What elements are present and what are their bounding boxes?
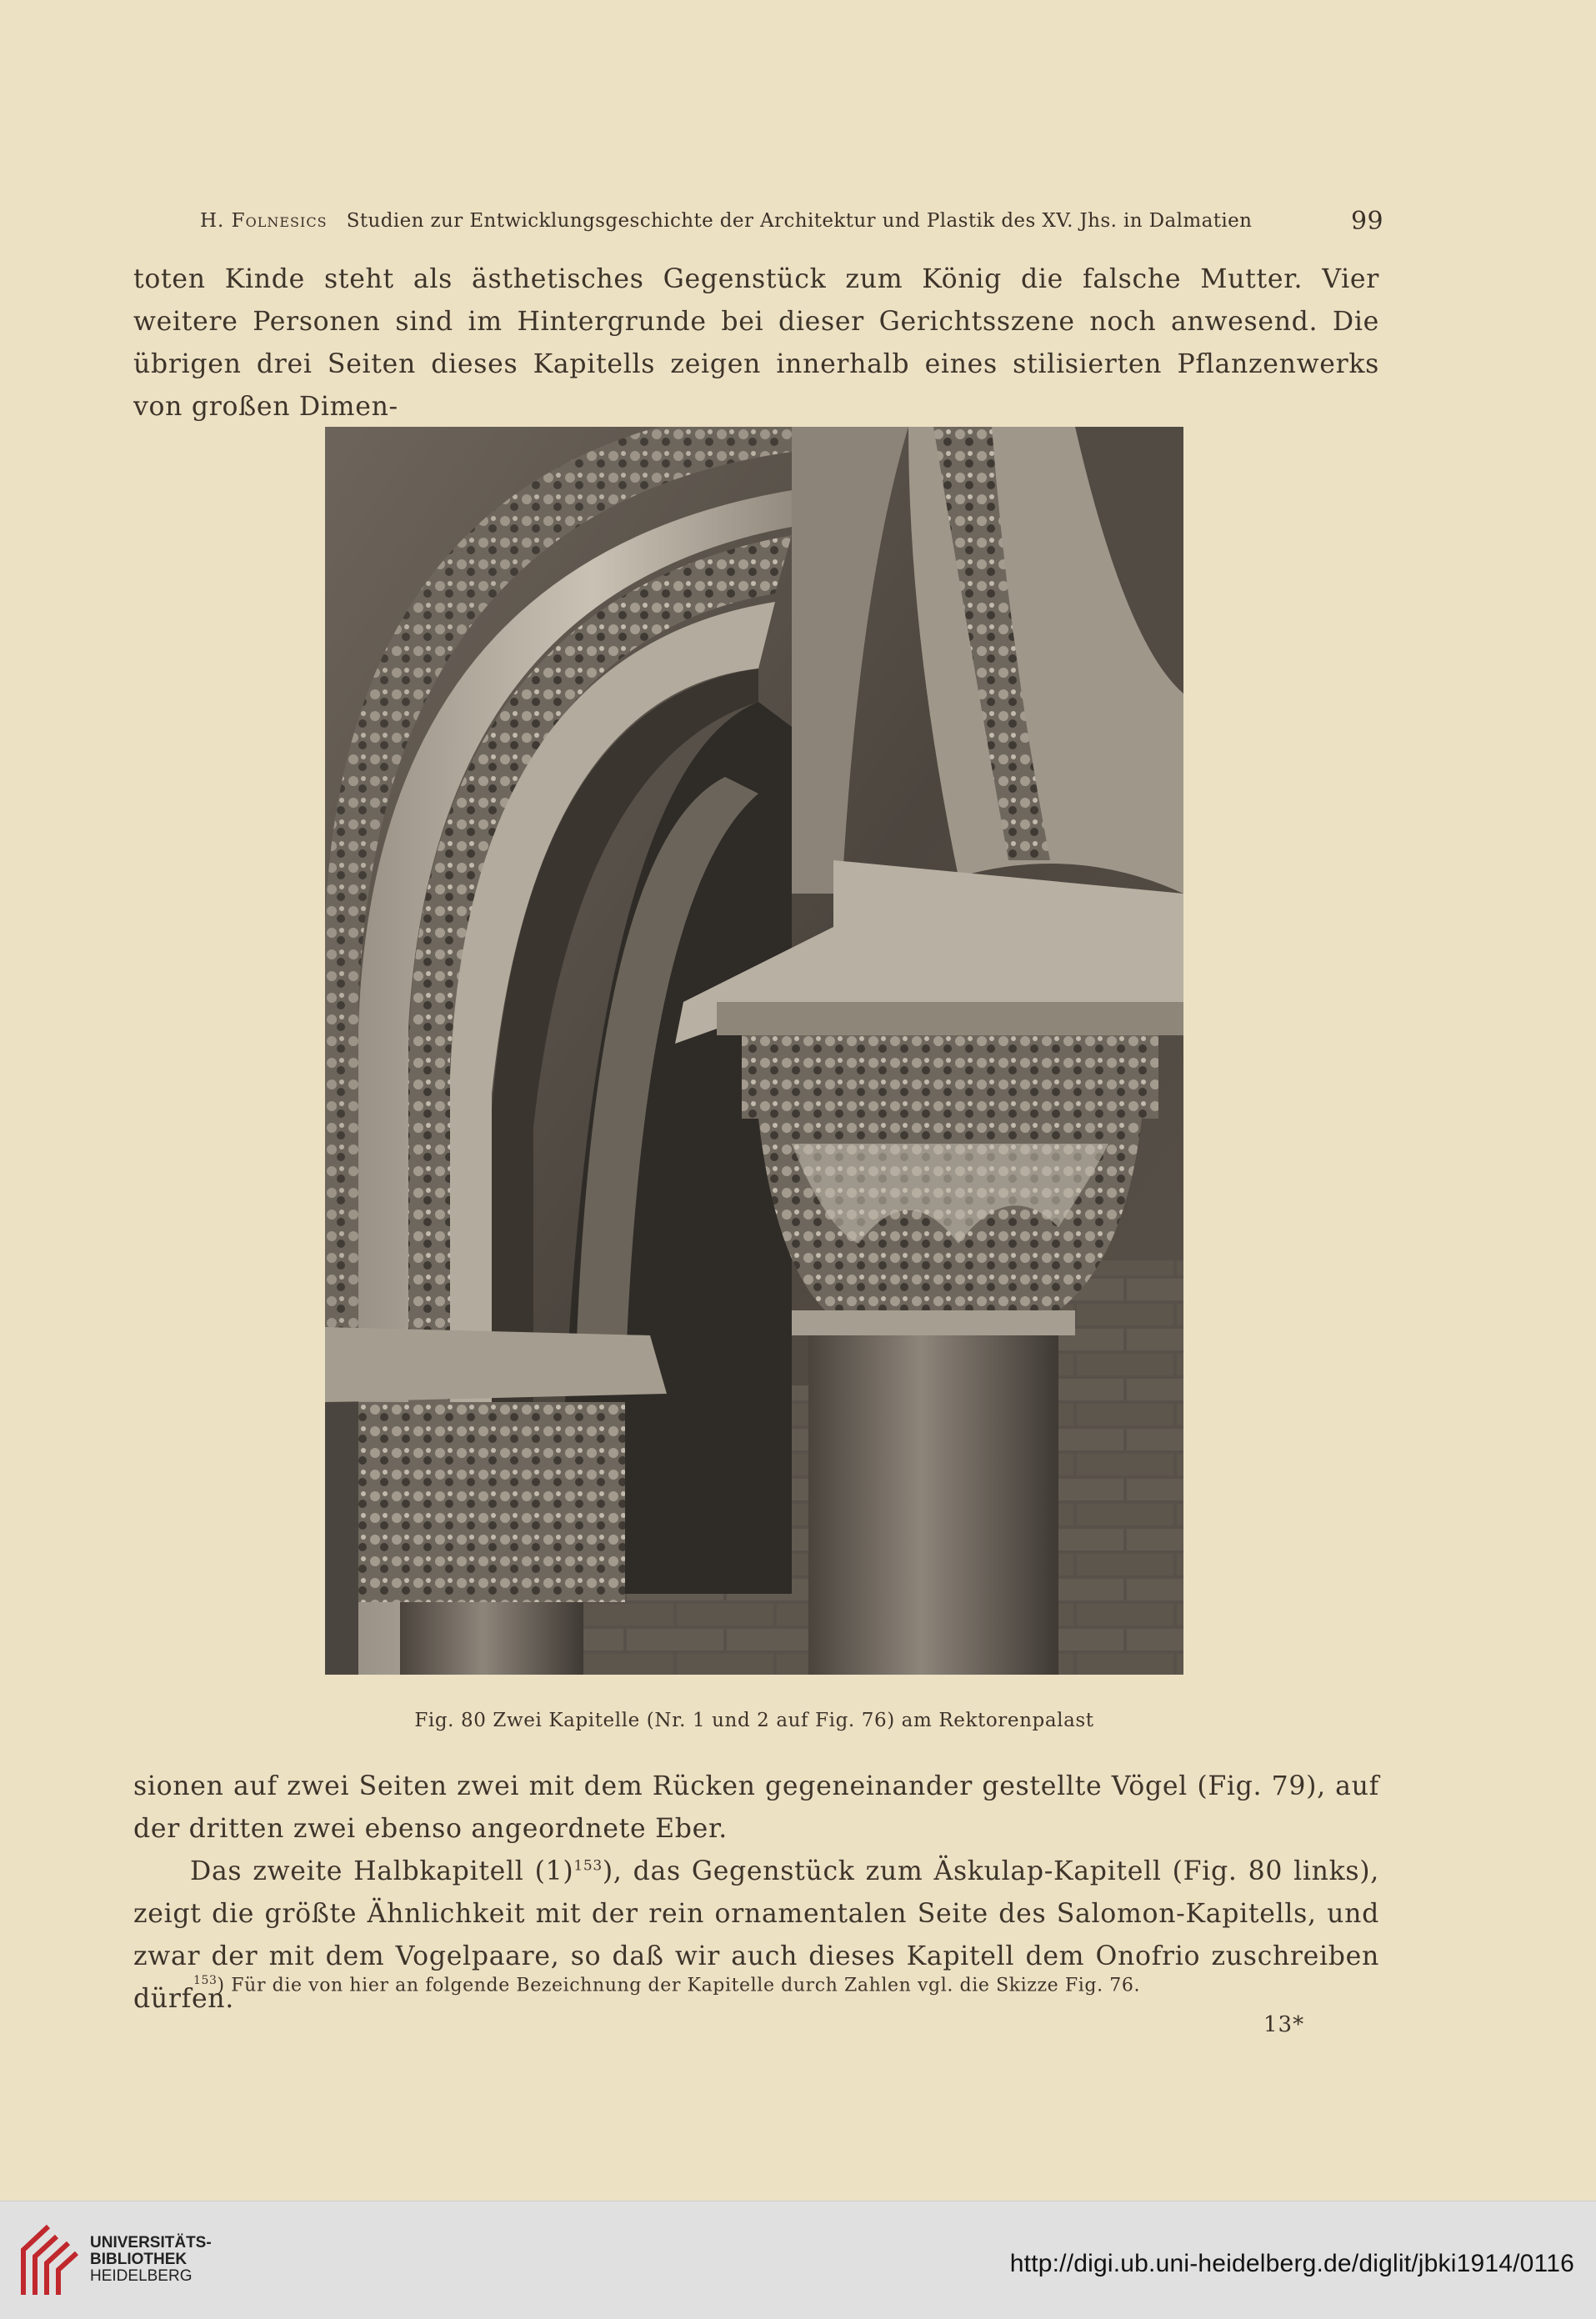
- figure-photograph: [325, 427, 1183, 1675]
- running-head: [200, 207, 1383, 236]
- signature-mark: 13*: [1263, 2012, 1305, 2037]
- library-name[interactable]: [90, 2235, 212, 2285]
- footer-bar: [0, 2201, 1596, 2319]
- footnote-marker: 153: [193, 1974, 218, 1987]
- figure-caption: Fig. 80 Zwei Kapitelle (Nr. 1 und 2 auf Fig. 76) am Rektorenpalast: [414, 1710, 1094, 1731]
- body-text-top: [133, 258, 1379, 428]
- library-name-line3: HEIDELBERG: [90, 2267, 193, 2285]
- permalink-url[interactable]: http://digi.ub.uni-heidelberg.de/diglit/jbki1914/0116: [1009, 2250, 1574, 2277]
- footnote-reference: 153: [573, 1857, 603, 1875]
- page-number: 99: [1351, 207, 1383, 236]
- paragraph: sionen auf zwei Seiten zwei mit dem Rücken gegeneinander gestellte Vögel (Fig. 79), auf der dritten zwei ebenso angeordnete Eber.: [133, 1771, 1379, 1844]
- capitals-photo-illustration: [325, 427, 1183, 1675]
- paragraph: toten Kinde steht als ästhetisches Gegenstück zum König die falsche Mutter. Vier weitere Personen sind im Hintergrunde bei dieser Gerichtsszene noch anwesend. Die übrigen drei Seiten dieses Kapitells zeigen innerhalb eines stilisierten Pflanzenwerks von großen Dimen-: [133, 264, 1379, 422]
- footnote-text: ) Für die von hier an folgende Bezeichnung der Kapitelle durch Zahlen vgl. die Skizze Fig. 76.: [217, 1975, 1141, 1996]
- paragraph-text: ), das Gegenstück zum Äskulap-Kapitell (Fig. 80 links), zeigt die größte Ähnlichkeit mit der rein ornamentalen Seite des Salomon-Kapitells, und zwar der mit dem Vogelpaare, so daß wir auch dieses Kapitell dem Onofrio zuschreiben dürfen.: [133, 1856, 1379, 2014]
- running-head-title: Studien zur Entwicklungsgeschichte der Architektur und Plastik des XV. Jhs. in Dalmatien: [346, 210, 1253, 232]
- library-name-line1: UNIVERSITÄTS-: [90, 2234, 212, 2251]
- library-name-line2: BIBLIOTHEK: [90, 2251, 188, 2268]
- library-logo-icon[interactable]: [17, 2218, 83, 2301]
- running-head-author: H. Folnesics: [200, 210, 328, 232]
- paragraph-text: Das zweite Halbkapitell (1): [190, 1856, 574, 1886]
- footnote: [193, 1974, 1140, 1996]
